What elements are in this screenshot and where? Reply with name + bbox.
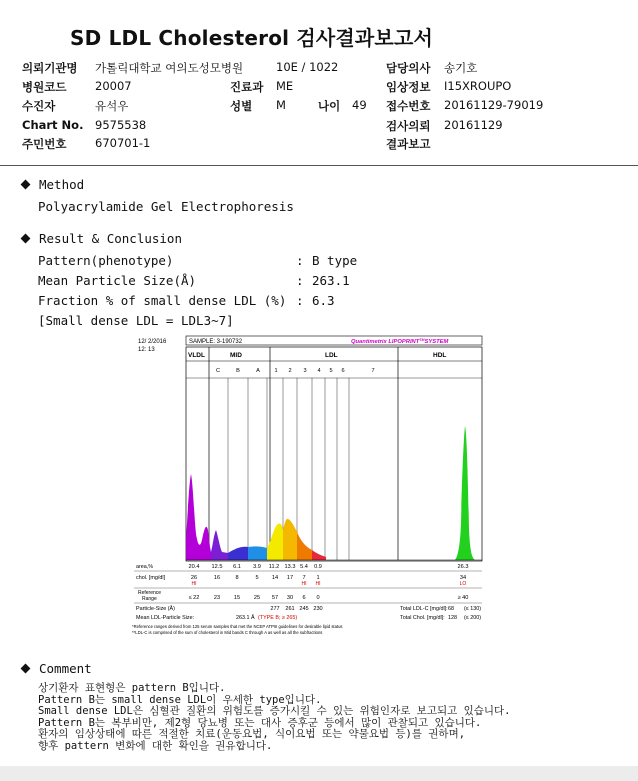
- subband-label: 6: [341, 368, 345, 374]
- label-chart-no: Chart No.: [22, 118, 84, 132]
- report-date: 12/ 2/2016: [138, 339, 167, 345]
- band-vldl: VLDL: [188, 352, 205, 359]
- comment-line: Pattern B는 복부비만, 제2형 당뇨병 또는 대사 증후군 등에서 많이 관찰되고 있습니다.: [38, 716, 482, 729]
- area-value: 11.2: [268, 564, 280, 570]
- particle-value: 261: [285, 606, 295, 612]
- total-chol-value: 128: [448, 615, 457, 621]
- ref-value: ≤ 22: [188, 595, 200, 601]
- bullet-icon: [21, 180, 31, 190]
- value-clinical-info: I15XROUPO: [444, 79, 512, 93]
- bullet-icon: [21, 234, 31, 244]
- label-clinical-info: 임상정보: [386, 80, 431, 94]
- band-ldl: LDL: [325, 352, 338, 359]
- label-doctor: 담당의사: [386, 61, 431, 75]
- ref-value: 0: [316, 595, 320, 601]
- label-age: 나이: [318, 99, 341, 113]
- footer-band: [0, 766, 638, 781]
- result-note: [Small dense LDL = LDL3~7]: [38, 313, 234, 328]
- value-institution: 가톨릭대학교 여의도성모병원: [95, 61, 244, 75]
- total-chol-label: Total Chol. [mg/dl]:: [400, 615, 445, 621]
- particle-value: 245: [299, 606, 309, 612]
- page-title: SD LDL Cholesterol 검사결과보고서: [70, 26, 433, 50]
- chol-label: chol. [mg/dl]: [136, 575, 166, 581]
- value-chart-no: 9575538: [95, 118, 147, 132]
- subband-label: B: [236, 368, 240, 374]
- comment-line: 환자의 임상상태에 따른 적절한 치료(운동요법, 식이요법 또는 약물요법 등)를 권하며,: [38, 728, 466, 741]
- result-value-size: 263.1: [312, 273, 350, 288]
- area-value: 6.1: [233, 564, 241, 570]
- result-sep: :: [296, 253, 304, 268]
- bullet-icon: [21, 664, 31, 674]
- label-receipt-no: 접수번호: [386, 99, 431, 113]
- footnote-2: **LDL-C is comprised of the sum of cholesterol in Mid bands C through A as well as all the subfractions: [132, 630, 323, 635]
- area-value: 12.5: [211, 564, 223, 570]
- report-background: [130, 334, 483, 639]
- comment-text: [38, 683, 608, 753]
- result-label-pattern: Pattern(phenotype): [38, 253, 174, 268]
- subband-label: A: [256, 368, 260, 374]
- ref-label-2: Range: [142, 596, 157, 602]
- chol-value: 8: [235, 575, 239, 581]
- ref-label-1: Reference: [138, 590, 162, 596]
- ref-value: ≥ 40: [457, 595, 469, 601]
- label-resident-no: 주민번호: [22, 137, 67, 151]
- value-ward: 10E / 1022: [276, 60, 339, 74]
- flag: HI: [301, 581, 307, 587]
- value-receipt-no: 20161129-79019: [444, 98, 544, 112]
- value-hospital-code: 20007: [95, 79, 132, 93]
- particle-label: Particle-Size (Å): [136, 606, 175, 612]
- area-value: 26.3: [457, 564, 469, 570]
- subband-label: 2: [288, 368, 292, 374]
- flag: LO: [459, 581, 467, 587]
- area-value: 13.3: [284, 564, 296, 570]
- result-sep: :: [296, 273, 304, 288]
- mean-label: Mean LDL-Particle Size:: [136, 615, 195, 621]
- report-time: 12: 13: [138, 347, 155, 353]
- mean-value: 263.1 Å: [236, 615, 255, 621]
- result-heading: Result & Conclusion: [22, 231, 182, 246]
- area-label: area,%: [136, 564, 154, 570]
- comment-line: 향후 pattern 변화에 대한 확인을 권유합니다.: [38, 739, 273, 752]
- result-value-fraction: 6.3: [312, 293, 335, 308]
- band-mid: MID: [230, 352, 242, 359]
- total-ldl-ref: (≤ 130): [464, 606, 482, 612]
- label-sex: 성별: [230, 99, 253, 113]
- value-request-date: 20161129: [444, 118, 503, 132]
- brand-logo: Quantimetrix LIPOPRINT™SYSTEM: [351, 338, 449, 345]
- chol-value: 16: [213, 575, 221, 581]
- chol-value: 5: [255, 575, 259, 581]
- method-text: Polyacrylamide Gel Electrophoresis: [38, 199, 294, 214]
- result-label-size: Mean Particle Size(Å): [38, 273, 197, 288]
- area-value: 0.9: [314, 564, 322, 570]
- chol-value: 26: [190, 575, 198, 581]
- result-value-pattern: B type: [312, 253, 358, 268]
- comment-line: Pattern B는 small dense LDL이 우세한 type입니다.: [38, 693, 322, 706]
- value-patient: 유석우: [95, 99, 129, 113]
- sample-id: SAMPLE: 3-190732: [189, 339, 243, 345]
- result-sep: :: [296, 293, 304, 308]
- subband-label: 5: [329, 368, 333, 374]
- subband-label: 7: [371, 368, 375, 374]
- label-patient: 수진자: [22, 99, 56, 113]
- particle-value: 277: [270, 606, 280, 612]
- label-report-date: 결과보고: [386, 137, 431, 151]
- ref-value: 25: [253, 595, 261, 601]
- area-value: 20.4: [188, 564, 200, 570]
- mean-type: (TYPE B; ≥ 265): [258, 615, 298, 621]
- value-department: ME: [276, 79, 294, 93]
- chol-value: 7: [302, 575, 306, 581]
- total-chol-ref: (≤ 200): [464, 615, 482, 621]
- result-label-fraction: Fraction % of small dense LDL (%): [38, 293, 287, 308]
- method-heading: Method: [22, 177, 84, 192]
- chol-value: 1: [316, 575, 320, 581]
- value-sex: M: [276, 98, 286, 112]
- total-ldl-label: Total LDL-C [mg/dl]:: [400, 606, 448, 612]
- label-hospital-code: 병원코드: [22, 80, 67, 94]
- ref-value: 6: [302, 595, 306, 601]
- value-resident-no: 670701-1: [95, 136, 151, 150]
- subband-label: 4: [317, 368, 321, 374]
- ref-value: 57: [271, 595, 279, 601]
- comment-line: 상기환자 표현형은 pattern B입니다.: [38, 682, 226, 694]
- area-value: 3.9: [253, 564, 261, 570]
- subband-label: C: [215, 368, 221, 374]
- peak-mid-a: [248, 546, 267, 560]
- footnote-1: *Reference ranges derived from 125 serum samples that met the NCEP ATPIII guidelines for desirable lipid status: [132, 624, 343, 629]
- ref-value: 30: [286, 595, 294, 601]
- total-ldl-value: 68: [448, 606, 454, 612]
- chol-value: 17: [286, 575, 294, 581]
- particle-value: 230: [313, 606, 323, 612]
- value-age: 49: [352, 98, 367, 112]
- area-value: 5.4: [300, 564, 308, 570]
- comment-heading: Comment: [22, 661, 92, 676]
- label-request-date: 검사의뢰: [386, 119, 431, 133]
- chol-value: 34: [459, 575, 467, 581]
- subband-label: 1: [274, 368, 278, 374]
- lipoprint-report: [130, 334, 483, 639]
- label-department: 진료과: [230, 80, 264, 94]
- label-institution: 의뢰기관명: [22, 61, 78, 75]
- subband-label: 3: [303, 368, 307, 374]
- chol-value: 14: [271, 575, 279, 581]
- value-doctor: 송기호: [444, 61, 478, 75]
- comment-line: Small dense LDL은 심혈관 질환의 위험도를 증가시킬 수 있는 위험인자로 보고되고 있습니다.: [38, 705, 511, 718]
- flag: HI: [315, 581, 321, 587]
- band-hdl: HDL: [433, 352, 447, 359]
- ref-value: 23: [213, 595, 221, 601]
- header-divider: [0, 165, 638, 166]
- flag: HI: [191, 581, 197, 587]
- ref-value: 15: [233, 595, 241, 601]
